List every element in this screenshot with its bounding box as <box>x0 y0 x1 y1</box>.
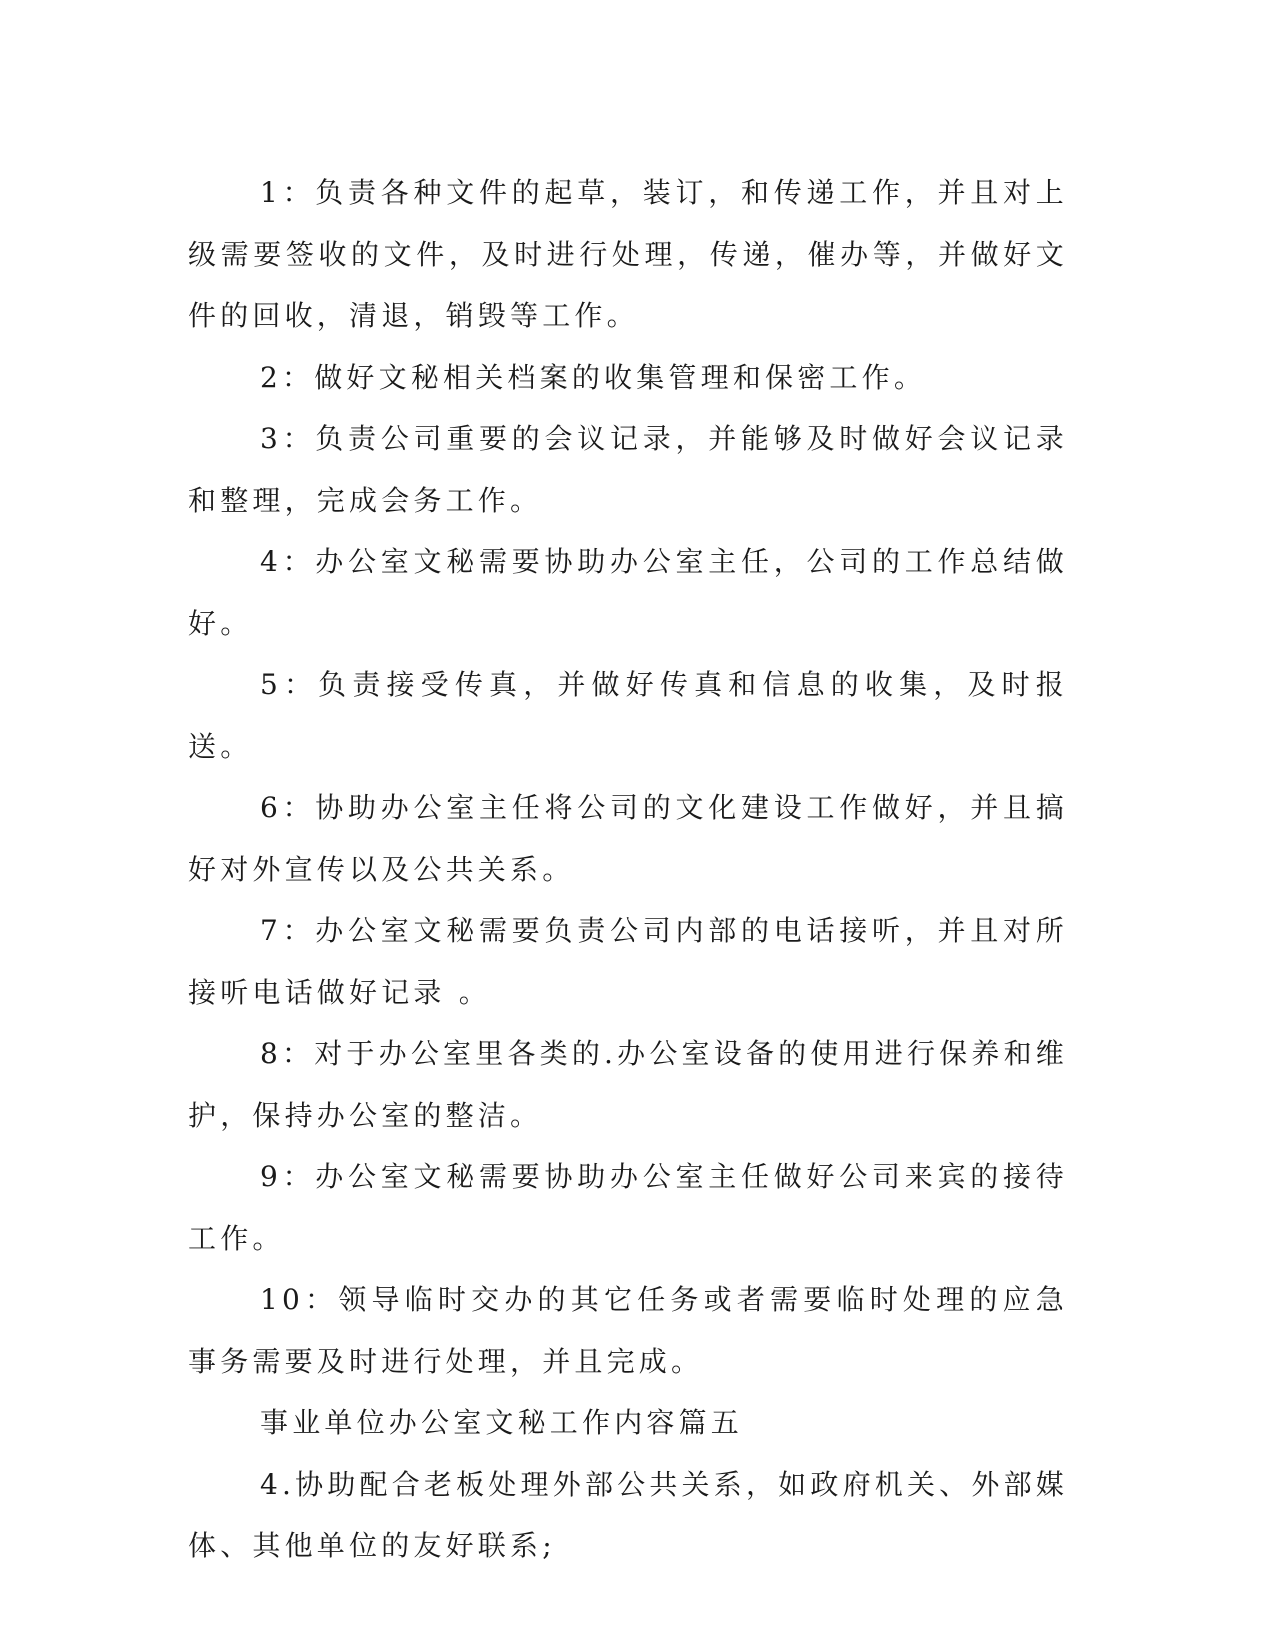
paragraph-duty-9: 9：办公室文秘需要协助办公室主任做好公司来宾的接待工作。 <box>188 1160 1068 1255</box>
paragraph-duty-6: 6：协助办公室主任将公司的文化建设工作做好，并且搞好对外宣传以及公共关系。 <box>188 791 1068 886</box>
paragraph-duty-2: 2：做好文秘相关档案的收集管理和保密工作。 <box>260 360 927 394</box>
paragraph-duty-8: 8：对于办公室里各类的.办公室设备的使用进行保养和维护，保持办公室的整洁。 <box>188 1037 1068 1132</box>
paragraph-duty-5: 5：负责接受传真，并做好传真和信息的收集，及时报送。 <box>188 668 1068 763</box>
paragraph-duty-3: 3：负责公司重要的会议记录，并能够及时做好会议记录和整理，完成会务工作。 <box>188 422 1068 517</box>
paragraph-duty-7: 7：办公室文秘需要负责公司内部的电话接听，并且对所接听电话做好记录 。 <box>188 914 1068 1009</box>
paragraph-section-item-4: 4.协助配合老板处理外部公共关系，如政府机关、外部媒体、其他单位的友好联系; <box>188 1467 1068 1562</box>
section-heading: 事业单位办公室文秘工作内容篇五 <box>260 1406 744 1439</box>
paragraph-duty-1: 1：负责各种文件的起草，装订，和传递工作，并且对上级需要签收的文件，及时进行处理，传递，催办等，并做好文件的回收，清退，销毁等工作。 <box>188 176 1068 332</box>
document-body <box>188 162 1068 1577</box>
paragraph-duty-10: 10：领导临时交办的其它任务或者需要临时处理的应急事务需要及时进行处理，并且完成。 <box>188 1283 1068 1378</box>
paragraph-duty-4: 4：办公室文秘需要协助办公室主任，公司的工作总结做好。 <box>188 545 1068 640</box>
